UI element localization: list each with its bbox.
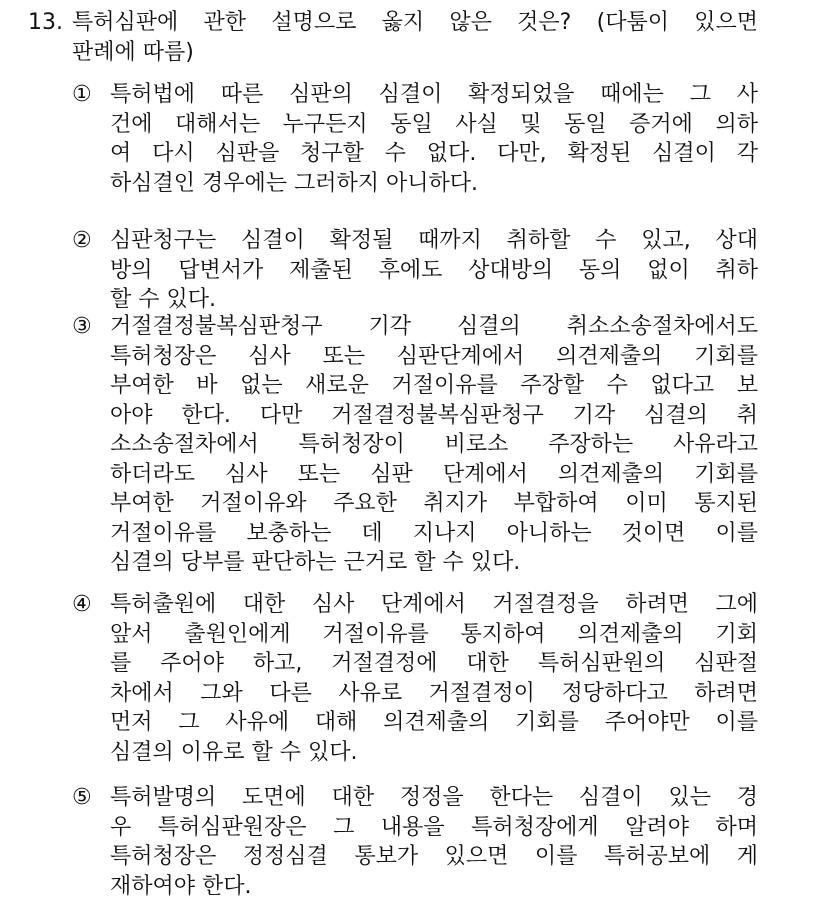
question-text-line: 특허심판에 관한 설명으로 옳지 않은 것은? (다툼이 있으면	[72, 10, 758, 35]
answer-option-2[interactable]	[72, 226, 758, 315]
option-text-line: 특허청장은 정정심결 통보가 있으면 이를 특허공보에 게	[110, 844, 758, 869]
option-text-line: 앞서 출원인에게 거절이유를 통지하여 의견제출의 기회	[110, 621, 758, 647]
option-text-line: 특허청장은 심사 또는 심판단계에서 의견제출의 기회를	[110, 343, 758, 369]
option-text-line: 심결의 당부를 판단하는 근거로 할 수 있다.	[110, 550, 521, 575]
option-text-line: 특허출원에 대한 심사 단계에서 거절결정을 하려면 그에	[110, 592, 758, 617]
answer-option-5[interactable]	[72, 783, 758, 901]
option-text-line: 여 다시 심판을 청구할 수 없다. 다만, 확정된 심결이 각	[110, 141, 758, 166]
option-text-line: 할 수 있다.	[110, 287, 216, 312]
option-text-line: 부여한 바 없는 새로운 거절이유를 주장할 수 없다고 보	[110, 373, 758, 398]
option-text-line: 특허법에 따른 심판의 심결이 확정되었을 때에는 그 사	[110, 82, 758, 107]
option-text-line: 부여한 거절이유와 주요한 취지가 부합하여 이미 통지된	[110, 491, 758, 516]
option-number: ④	[72, 592, 92, 617]
option-text-line: 를 주어야 하고, 거절결정에 대한 특허심판원의 심판절	[110, 651, 758, 676]
option-number: ①	[72, 82, 92, 107]
answer-option-3[interactable]	[72, 312, 758, 578]
answer-option-4[interactable]	[72, 590, 758, 767]
option-text-line: 아야 한다. 다만 거절결정불복심판청구 기각 심결의 취	[110, 402, 758, 428]
option-text-line: 우 특허심판원장은 그 내용을 특허청장에게 알려야 하며	[110, 814, 758, 840]
option-text-line: 심결의 이유로 할 수 있다.	[110, 739, 358, 765]
option-text-line: 소소송절차에서 특허청장이 비로소 주장하는 사유라고	[110, 432, 758, 457]
option-text-line: 하심결인 경우에는 그러하지 아니하다.	[110, 170, 479, 196]
option-text-line: 건에 대해서는 누구든지 동일 사실 및 동일 증거에 의하	[110, 111, 758, 137]
answer-option-1[interactable]	[72, 80, 758, 198]
option-text-line: 먼저 그 사유에 대해 의견제출의 기회를 주어야만 이를	[110, 710, 758, 735]
option-number: ⑤	[72, 785, 92, 810]
option-text-line: 차에서 그와 다른 사유로 거절결정이 정당하다고 하려면	[110, 680, 758, 706]
option-text-line: 거절이유를 보충하는 데 지나지 아니하는 것이면 이를	[110, 520, 758, 546]
question-text-line: 판례에 따름)	[72, 39, 194, 65]
question	[28, 8, 758, 67]
option-text-line: 재하여야 한다.	[110, 873, 252, 899]
question-number: 13.	[28, 10, 63, 35]
option-text-line: 거절결정불복심판청구 기각 심결의 취소소송절차에서도	[110, 314, 758, 339]
option-text-line: 하더라도 심사 또는 심판 단계에서 의견제출의 기회를	[110, 461, 758, 487]
option-text-line: 특허발명의 도면에 대한 정정을 한다는 심결이 있는 경	[110, 785, 758, 810]
option-number: ③	[72, 314, 92, 339]
option-text-line: 심판청구는 심결이 확정될 때까지 취하할 수 있고, 상대	[110, 228, 758, 253]
option-number: ②	[72, 228, 92, 253]
option-text-line: 방의 답변서가 제출된 후에도 상대방의 동의 없이 취하	[110, 257, 758, 283]
